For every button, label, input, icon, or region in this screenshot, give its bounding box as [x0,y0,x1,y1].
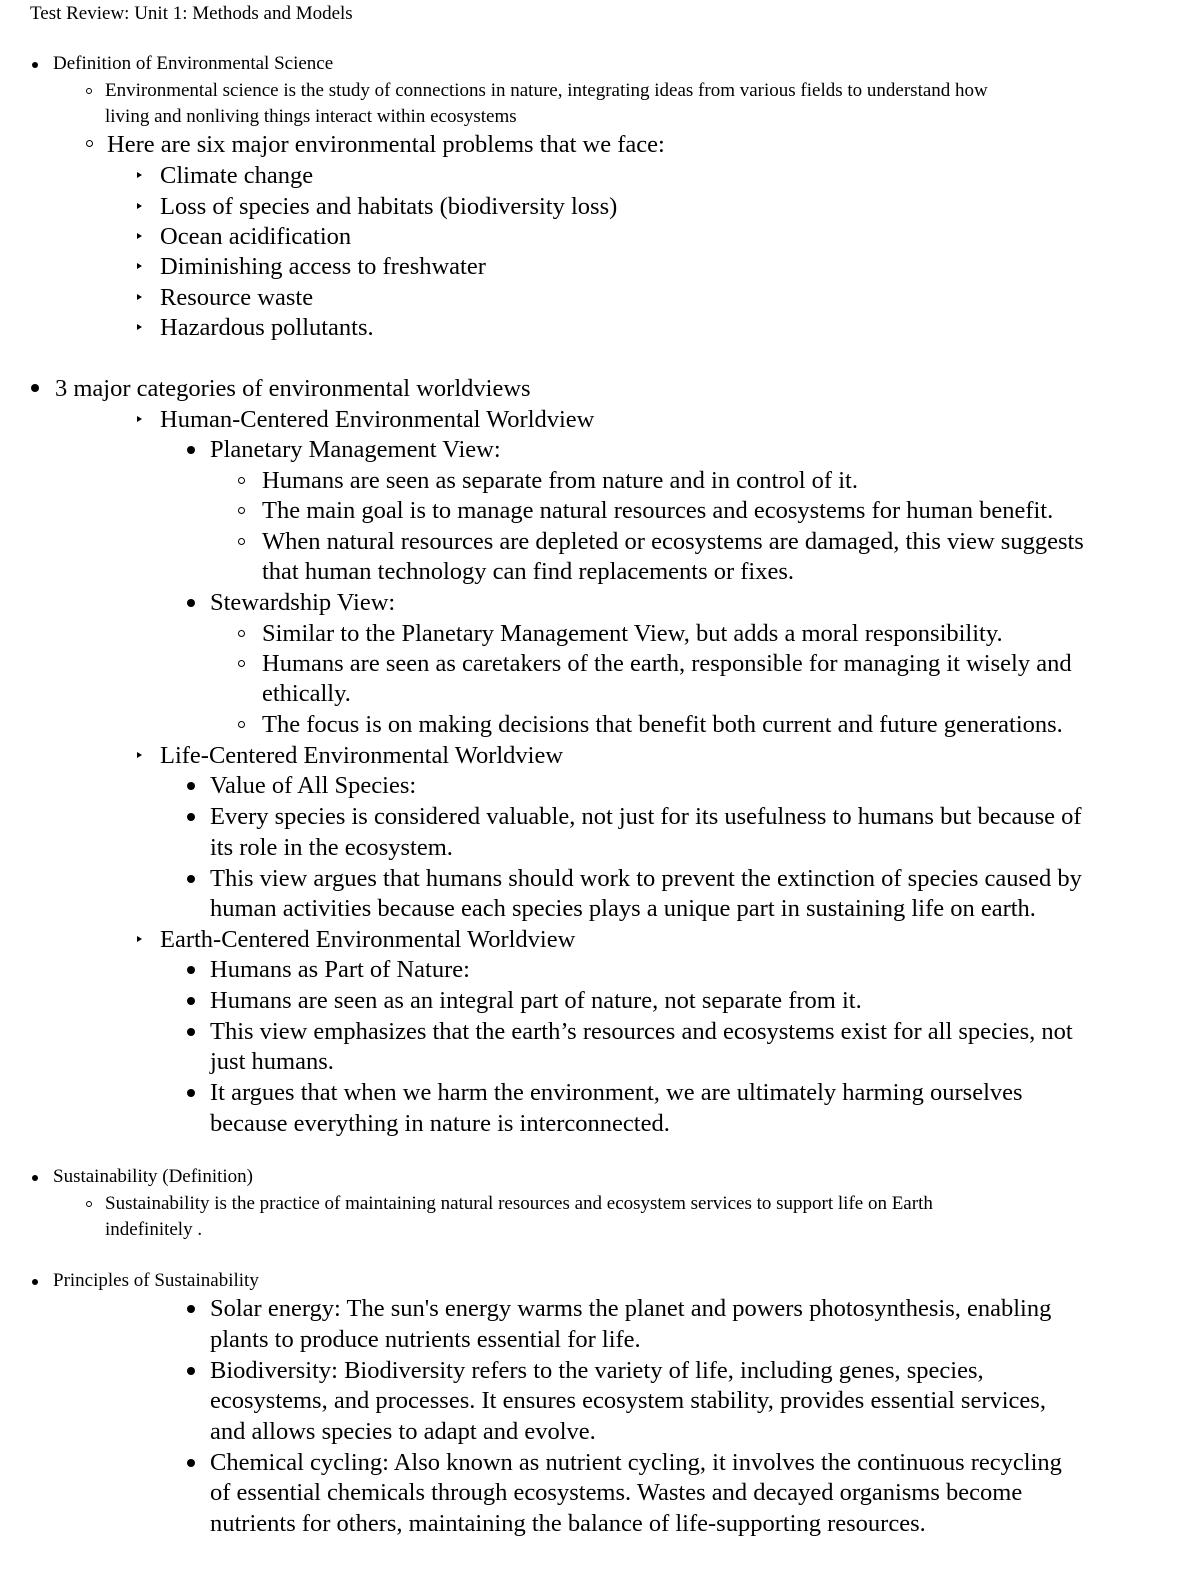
bullet-circle [238,660,245,667]
bullet-arrow [137,416,142,422]
stewardship-title: Stewardship View: [210,589,396,616]
bullet-circle [238,538,245,545]
bullet-disc [187,782,195,790]
problem-item: Loss of species and habitats (biodiversity loss) [160,193,618,220]
bullet-circle [238,477,245,484]
principle-biodiversity-continued: and allows species to adapt and evolve. [210,1418,596,1445]
principle-chemical: Chemical cycling: Also known as nutrient cycling, it involves the continuous recycling [210,1449,1062,1476]
problem-item: Resource waste [160,284,314,311]
bullet-disc [187,599,195,607]
stewardship-point: Similar to the Planetary Management View, but adds a moral responsibility. [262,620,1003,647]
stewardship-point: The focus is on making decisions that benefit both current and future generations. [262,711,1063,738]
bullet-circle [238,507,245,514]
bullet-disc [187,875,195,883]
bullet-disc [187,1305,195,1313]
bullet-disc [32,1175,38,1181]
earth-point-continued: because everything in nature is interconnected. [210,1110,670,1137]
planetary-point: The main goal is to manage natural resources and ecosystems for human benefit. [262,497,1054,524]
earth-point-continued: just humans. [210,1048,334,1075]
sustainability-text-line1: Sustainability is the practice of maintaining natural resources and ecosystem services to support life on Earth [105,1193,933,1214]
bullet-arrow [137,752,142,758]
life-centered-title: Life-Centered Environmental Worldview [160,742,564,769]
problem-item: Hazardous pollutants. [160,314,374,341]
earth-point: This view emphasizes that the earth’s resources and ecosystems exist for all species, not [210,1018,1073,1045]
principle-solar-continued: plants to produce nutrients essential for life. [210,1326,641,1353]
bullet-arrow [137,324,142,330]
definition-heading: Definition of Environmental Science [53,53,334,74]
document-title: Test Review: Unit 1: Methods and Models [30,3,353,24]
worldviews-heading: 3 major categories of environmental worldviews [55,375,531,402]
life-point: This view argues that humans should work to prevent the extinction of species caused by [210,865,1082,892]
planetary-point-continued: that human technology can find replacements or fixes. [262,558,795,585]
bullet-disc [187,1367,195,1375]
bullet-disc [187,813,195,821]
planetary-point: When natural resources are depleted or ecosystems are damaged, this view suggests [262,528,1084,555]
earth-point: Humans as Part of Nature: [210,956,470,983]
principle-biodiversity-continued: ecosystems, and processes. It ensures ecosystem stability, provides essential services, [210,1387,1046,1414]
problems-intro: Here are six major environmental problems that we face: [107,131,665,158]
bullet-circle [86,140,93,147]
bullet-arrow [137,233,142,239]
principle-solar: Solar energy: The sun's energy warms the planet and powers photosynthesis, enabling [210,1295,1052,1322]
planetary-point: Humans are seen as separate from nature and in control of it. [262,467,858,494]
principles-heading: Principles of Sustainability [53,1270,259,1291]
earth-point: Humans are seen as an integral part of nature, not separate from it. [210,987,862,1014]
earth-centered-title: Earth-Centered Environmental Worldview [160,926,576,953]
bullet-arrow [137,172,142,178]
planetary-title: Planetary Management View: [210,436,501,463]
bullet-disc [187,966,195,974]
bullet-disc [187,997,195,1005]
sustainability-heading: Sustainability (Definition) [53,1166,254,1187]
life-point: Value of All Species: [210,772,417,799]
bullet-disc [187,1459,195,1467]
human-centered-title: Human-Centered Environmental Worldview [160,406,595,433]
bullet-arrow [137,936,142,942]
problem-item: Ocean acidification [160,223,352,250]
definition-text-line2: living and nonliving things interact within ecosystems [105,106,517,127]
bullet-disc [31,384,39,392]
life-point-continued: human activities because each species plays a unique part in sustaining life on earth. [210,895,1036,922]
problem-item: Diminishing access to freshwater [160,253,486,280]
bullet-disc [32,1279,38,1285]
stewardship-point-continued: ethically. [262,680,351,707]
bullet-circle [86,1201,92,1207]
bullet-arrow [137,203,142,209]
definition-text-line1: Environmental science is the study of connections in nature, integrating ideas from various fields to understand how [105,80,988,101]
principle-chemical-continued: nutrients for others, maintaining the balance of life-supporting resources. [210,1510,926,1537]
bullet-arrow [137,263,142,269]
stewardship-point: Humans are seen as caretakers of the earth, responsible for managing it wisely and [262,650,1072,677]
sustainability-text-line2: indefinitely . [105,1219,203,1240]
earth-point: It argues that when we harm the environment, we are ultimately harming ourselves [210,1079,1023,1106]
life-point-continued: its role in the ecosystem. [210,834,453,861]
bullet-circle [238,630,245,637]
bullet-disc [32,62,38,68]
principle-biodiversity: Biodiversity: Biodiversity refers to the variety of life, including genes, species, [210,1357,984,1384]
principle-chemical-continued: of essential chemicals through ecosystems. Wastes and decayed organisms become [210,1479,1023,1506]
life-point: Every species is considered valuable, not just for its usefulness to humans but because of [210,803,1082,830]
bullet-disc [187,446,195,454]
bullet-disc [187,1089,195,1097]
problem-item: Climate change [160,162,314,189]
bullet-circle [238,721,245,728]
bullet-disc [187,1028,195,1036]
bullet-circle [86,88,92,94]
bullet-arrow [137,294,142,300]
